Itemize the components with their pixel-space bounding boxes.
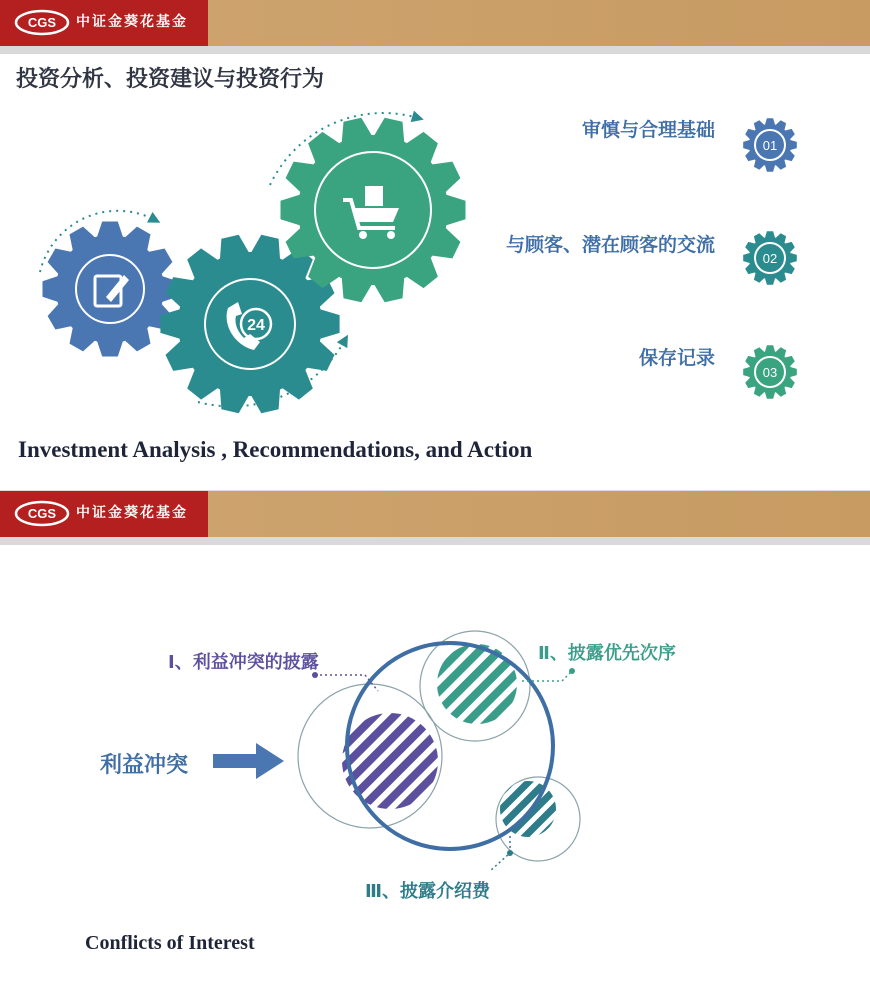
document-pen-icon bbox=[43, 222, 178, 357]
badge-number: 01 bbox=[762, 138, 778, 153]
item-label-01: 审慎与合理基础 bbox=[581, 119, 715, 141]
disclosure-label-1: Ⅰ、利益冲突的披露 bbox=[168, 652, 319, 673]
item-label-02: 与顾客、潜在顾客的交流 bbox=[505, 234, 715, 256]
svg-text:CGS: CGS bbox=[27, 506, 57, 521]
badge-number: 03 bbox=[762, 365, 778, 380]
item-label-03: 保存记录 bbox=[638, 347, 715, 369]
disclosure-1-hatch bbox=[342, 713, 438, 809]
badge-02-icon bbox=[743, 231, 797, 285]
company-name: 中证金葵花基金 bbox=[76, 14, 188, 30]
slide-conflicts-of-interest bbox=[0, 490, 870, 990]
slide-title-en: Conflicts of Interest bbox=[85, 932, 255, 954]
slide-title-en: Investment Analysis , Recommendations, and Action bbox=[18, 437, 533, 462]
company-name: 中证金葵花基金 bbox=[76, 505, 188, 521]
disclosure-2-hatch bbox=[437, 644, 517, 724]
slide-title-cn: 投资分析、投资建议与投资行为 bbox=[16, 67, 325, 92]
badge-number: 02 bbox=[762, 251, 778, 266]
conflicts-diagram bbox=[0, 491, 870, 990]
shopping-cart-icon bbox=[281, 118, 466, 303]
svg-text:CGS: CGS bbox=[27, 15, 57, 30]
badge-01-icon bbox=[743, 118, 797, 172]
disclosure-label-3: Ⅲ、披露介绍费 bbox=[365, 881, 491, 902]
phone-gear-label: 24 bbox=[247, 317, 265, 334]
badge-03-icon bbox=[743, 345, 797, 399]
phone-24h-icon bbox=[160, 235, 339, 414]
slide-investment-analysis bbox=[0, 0, 870, 490]
conflict-central-label: 利益冲突 bbox=[100, 753, 189, 778]
arrow-right-icon bbox=[213, 743, 284, 779]
gear-illustration bbox=[0, 0, 870, 490]
disclosure-label-2: Ⅱ、披露优先次序 bbox=[538, 643, 676, 664]
